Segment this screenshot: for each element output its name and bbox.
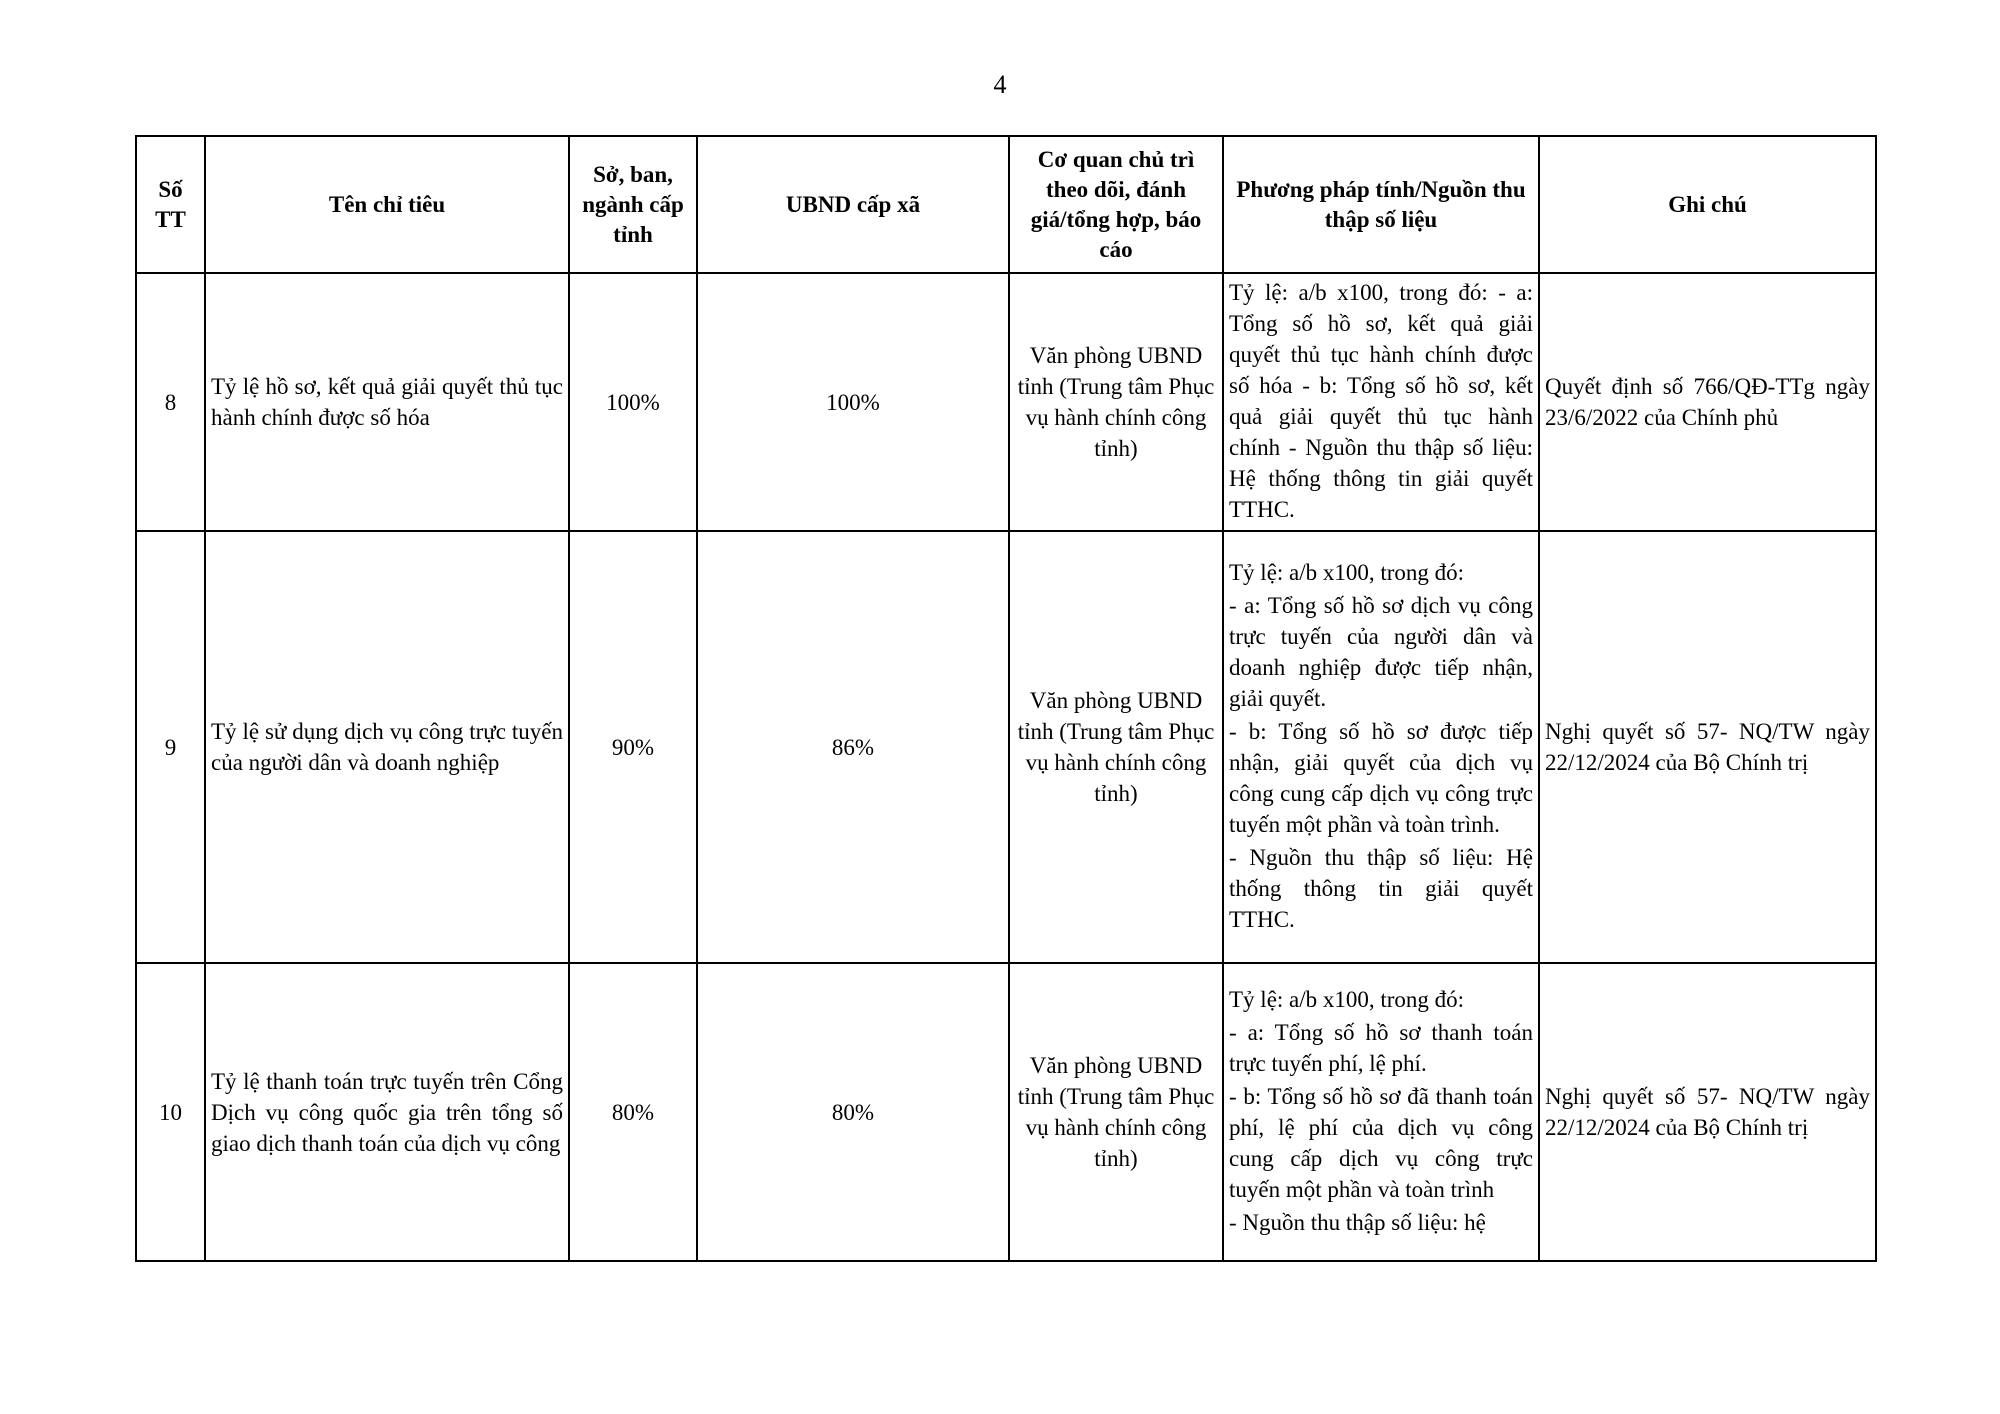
- header-indicator: Tên chỉ tiêu: [205, 136, 569, 273]
- cell-province-target: 80%: [569, 963, 697, 1261]
- method-line: - Nguồn thu thập số liệu: Hệ thống thông tin giải quyết TTHC.: [1229, 845, 1533, 932]
- method-line: Tỷ lệ: a/b x100, trong đó: - a: Tổng số hồ sơ, kết quả giải quyết thủ tục hành chính được số hóa - b: Tổng số hồ sơ, kết quả giải quyết thủ tục hành chính - Nguồn thu thập số liệu: Hệ thống thông tin giải quyết TTHC.: [1229, 280, 1533, 522]
- method-line: Tỷ lệ: a/b x100, trong đó:: [1229, 987, 1465, 1012]
- cell-note: Nghị quyết số 57- NQ/TW ngày 22/12/2024 của Bộ Chính trị: [1539, 963, 1876, 1261]
- method-line: Tỷ lệ: a/b x100, trong đó:: [1229, 560, 1465, 585]
- method-line: - a: Tổng số hồ sơ thanh toán trực tuyến phí, lệ phí.: [1229, 1020, 1533, 1076]
- table-row: [136, 531, 1876, 963]
- cell-commune-target: 100%: [697, 273, 1009, 531]
- header-method: Phương pháp tính/Nguồn thu thập số liệu: [1223, 136, 1539, 273]
- cell-lead-agency: Văn phòng UBND tỉnh (Trung tâm Phục vụ hành chính công tỉnh): [1009, 531, 1223, 963]
- method-line: - b: Tổng số hồ sơ được tiếp nhận, giải quyết của dịch vụ công cung cấp dịch vụ công trực tuyến một phần và toàn trình.: [1229, 719, 1533, 837]
- table-header-row: [136, 136, 1876, 273]
- cell-indicator: Tỷ lệ sử dụng dịch vụ công trực tuyến của người dân và doanh nghiệp: [205, 531, 569, 963]
- page-number: 4: [993, 70, 1007, 99]
- cell-commune-target: 86%: [697, 531, 1009, 963]
- header-commune-target: UBND cấp xã: [697, 136, 1009, 273]
- cell-method: [1223, 531, 1539, 963]
- method-line: - Nguồn thu thập số liệu: hệ: [1229, 1210, 1486, 1235]
- cell-note: Quyết định số 766/QĐ-TTg ngày 23/6/2022 của Chính phủ: [1539, 273, 1876, 531]
- cell-lead-agency: Văn phòng UBND tỉnh (Trung tâm Phục vụ hành chính công tỉnh): [1009, 273, 1223, 531]
- cell-indicator: Tỷ lệ thanh toán trực tuyến trên Cổng Dịch vụ công quốc gia trên tổng số giao dịch thanh toán của dịch vụ công: [205, 963, 569, 1261]
- cell-province-target: 90%: [569, 531, 697, 963]
- method-clip: [1229, 984, 1533, 1240]
- cell-method: [1223, 963, 1539, 1261]
- indicator-table: [135, 135, 1877, 1262]
- cell-stt: 8: [136, 273, 205, 531]
- cell-indicator: Tỷ lệ hồ sơ, kết quả giải quyết thủ tục hành chính được số hóa: [205, 273, 569, 531]
- cell-note: Nghị quyết số 57- NQ/TW ngày 22/12/2024 của Bộ Chính trị: [1539, 531, 1876, 963]
- header-province-target: Sở, ban, ngành cấp tỉnh: [569, 136, 697, 273]
- method-line: - b: Tổng số hồ sơ đã thanh toán phí, lệ phí của dịch vụ công cung cấp dịch vụ công trực tuyến một phần và toàn trình: [1229, 1084, 1533, 1202]
- cell-stt: 9: [136, 531, 205, 963]
- method-line: - a: Tổng số hồ sơ dịch vụ công trực tuyến của người dân và doanh nghiệp được tiếp nhận, giải quyết.: [1229, 593, 1533, 711]
- cell-method: [1223, 273, 1539, 531]
- cell-stt: 10: [136, 963, 205, 1261]
- cell-commune-target: 80%: [697, 963, 1009, 1261]
- cell-province-target: 100%: [569, 273, 697, 531]
- cell-lead-agency: Văn phòng UBND tỉnh (Trung tâm Phục vụ hành chính công tỉnh): [1009, 963, 1223, 1261]
- table-row: [136, 963, 1876, 1261]
- header-note: Ghi chú: [1539, 136, 1876, 273]
- table-row: [136, 273, 1876, 531]
- header-stt: Số TT: [136, 136, 205, 273]
- header-lead-agency: Cơ quan chủ trì theo dõi, đánh giá/tổng hợp, báo cáo: [1009, 136, 1223, 273]
